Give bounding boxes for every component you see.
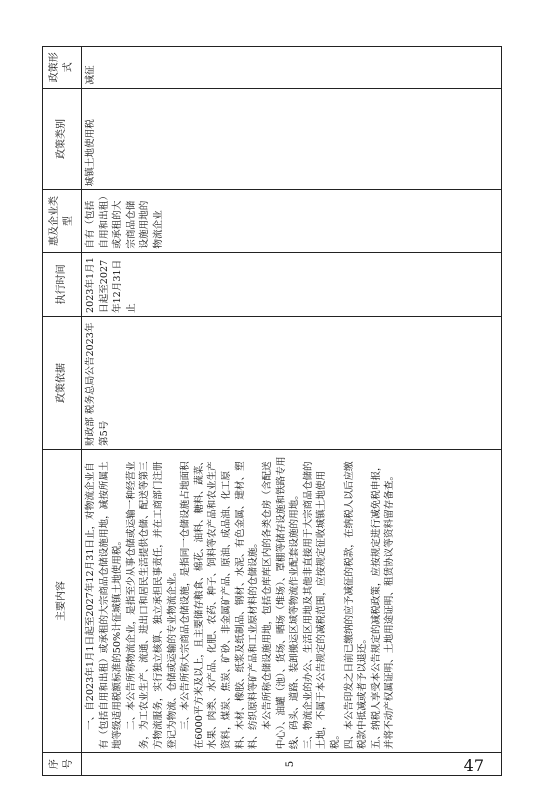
row-form: 减征: [82, 47, 502, 89]
policy-table: [42, 46, 502, 776]
row-enterprise: 自有（包括自用和出租）或承租的大宗商品仓储设施用地的物流企业: [82, 190, 502, 252]
header-category: 政策类别: [43, 88, 82, 190]
content-paragraph: 四、本公告印发之日前已缴纳的应予减征的税款，在纳税人以后应缴税款中抵减或者予以退还。: [343, 461, 369, 750]
content-paragraph: 三、物流企业的办公、生活区用地及其他非直接用于大宗商品仓储的土地，不属于本公告规定的减税范围，应按规定征收城镇土地使用税。: [302, 461, 341, 750]
content-paragraph: 五、纳税人享受本公告规定的减税政策，应按规定进行减免税申报，并将不动产权属证明、土地用途证明、租赁协议等资料留存备查。: [370, 461, 396, 750]
row-category: 城镇土地使用税: [82, 88, 502, 190]
header-index: 序号: [43, 753, 82, 776]
header-basis: 政策依据: [43, 317, 82, 450]
policy-table-container: [42, 46, 502, 776]
rotated-page: [42, 46, 502, 776]
row-basis: 财政部 税务总局公告2023年第5号: [82, 317, 502, 450]
row-time: 2023年1月1日起至2027年12月31日止: [82, 252, 502, 316]
header-form: 政策形式: [43, 47, 82, 89]
content-paragraph: 本公告所称仓储设施用地，包括仓库库区内的各类仓房（含配送中心）、油罐（池）、货场、晒场（堆场）、罩棚等储存设施和铁路专用线、码头、道路、装卸搬运区域等物流作业配套设施的用地。: [261, 456, 301, 750]
header-enterprise: 惠及企业类型: [43, 190, 82, 252]
header-content: 主要内容: [43, 449, 82, 752]
table-header-row: [43, 47, 82, 776]
header-time: 执行时间: [43, 252, 82, 316]
page-number: 47: [463, 756, 484, 775]
content-paragraph: 二、本公告所称物流企业，是指至少从事仓储或运输一种经营业务，为工农业生产、流通、进出口和居民生活提供仓储、配送等第三方物流服务，实行独立核算、独立承担民事责任，并在工商部门注册登记为物流、仓储或运输的专业物流企业。: [125, 461, 178, 750]
table-row: [82, 47, 502, 776]
row-index: 5: [82, 753, 502, 776]
content-paragraph: 三、本公告所称大宗商品仓储设施，是指同一仓储设施占地面积在6000平方米及以上，且主要储存粮食、棉花、油料、糖料、蔬菜、水果、肉类、水产品、化肥、农药、种子、饲料等农产品和农业生产资料，煤炭、焦炭、矿砂、非金属矿产品、原油、成品油、化工原料、木材、橡胶、纸浆及纸制品、钢材、水泥、有色金属、建材、塑料、纺织原料等矿产品和工业原材料的仓储设施。: [180, 456, 260, 750]
row-content: [82, 449, 502, 752]
content-paragraph: 一、自2023年1月1日起至2027年12月31日止，对物流企业自有（包括自用和出租）或承租的大宗商品仓储设施用地，减按所属土地等级适用税额标准的50%计征城镇土地使用税。: [85, 461, 124, 750]
